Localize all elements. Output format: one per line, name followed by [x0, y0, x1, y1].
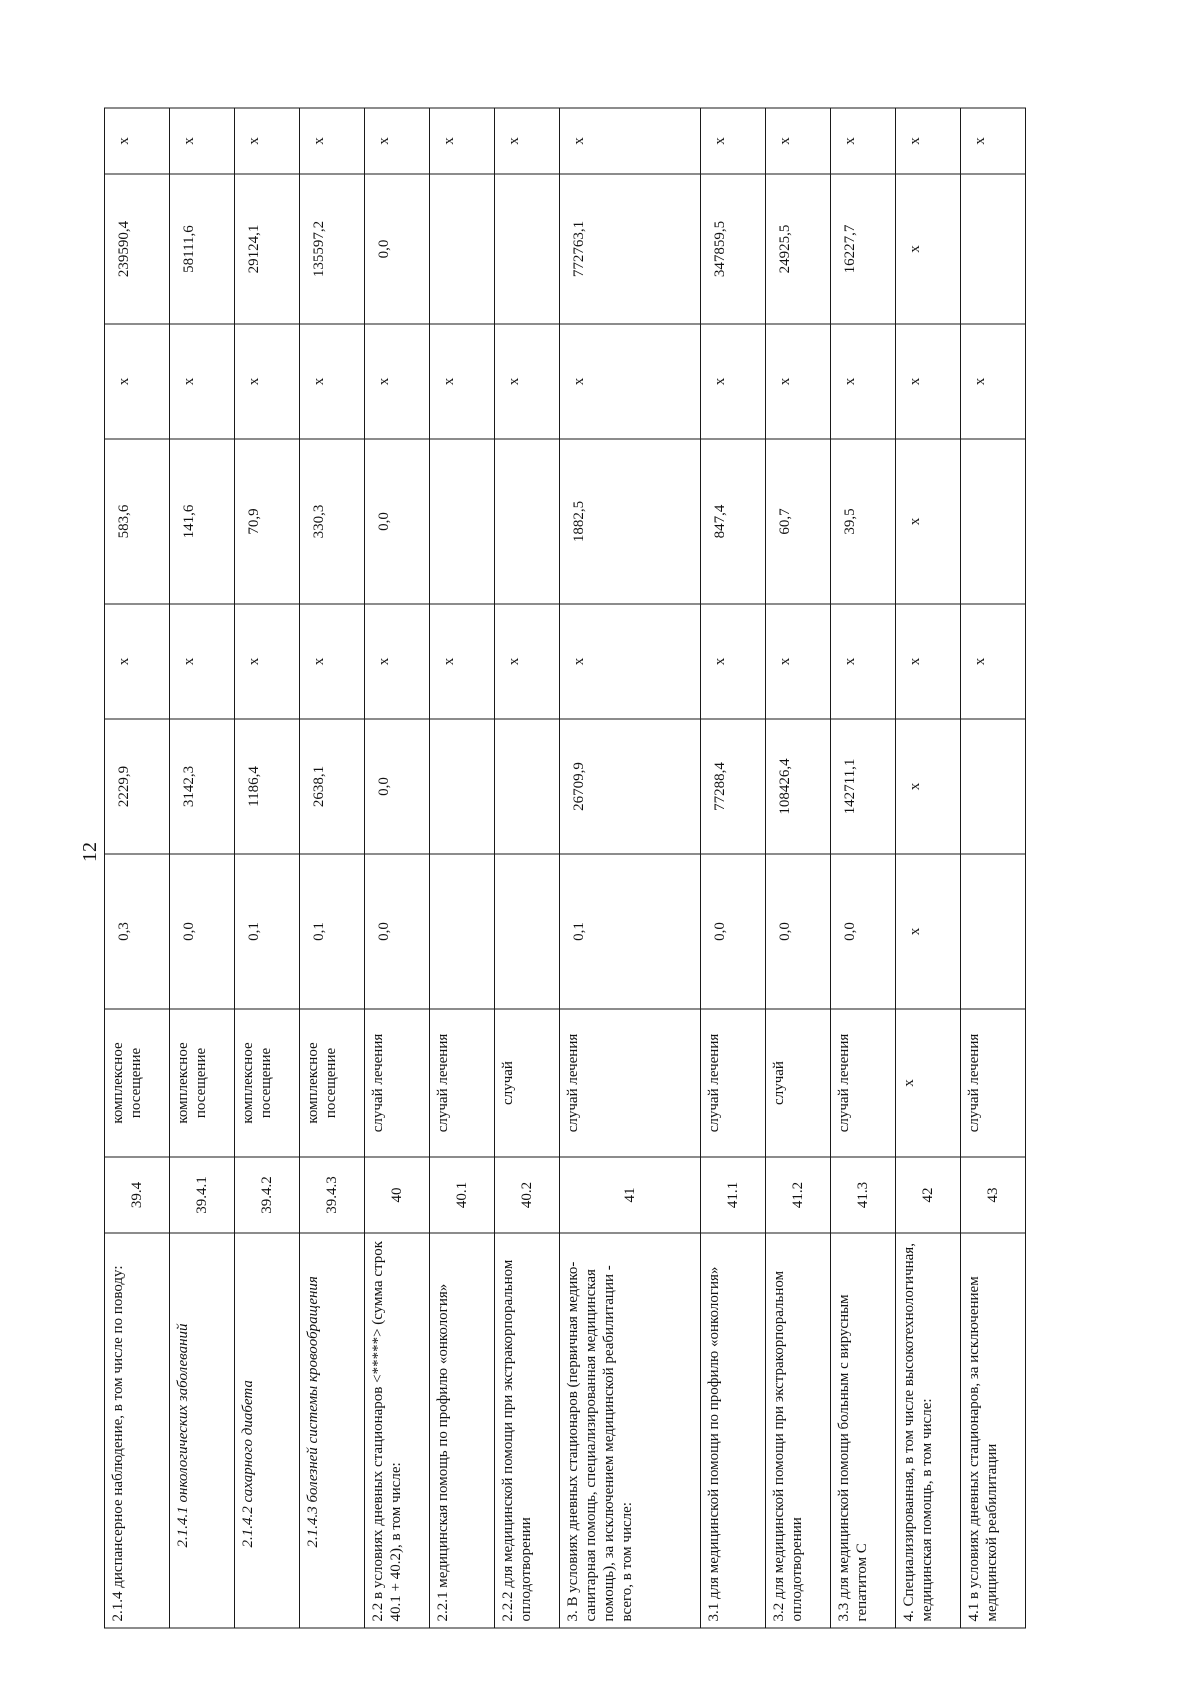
row-value: 772763,1	[559, 174, 700, 324]
row-value: х	[169, 604, 234, 719]
row-code: 40.1	[429, 1157, 494, 1233]
row-code: 41.3	[831, 1157, 896, 1233]
table-row	[559, 108, 700, 1628]
row-name: 3.3 для медицинской помощи больным с вирусным гепатитом С	[831, 1233, 896, 1628]
row-value: 583,6	[105, 439, 170, 604]
row-value: х	[105, 604, 170, 719]
row-unit: комплексное посещение	[169, 1009, 234, 1157]
row-unit: случай лечения	[701, 1009, 766, 1157]
row-value: х	[896, 604, 961, 719]
row-value: 0,0	[766, 854, 831, 1009]
row-value	[961, 719, 1026, 854]
row-code: 39.4.3	[299, 1157, 364, 1233]
row-value: х	[896, 439, 961, 604]
table-row	[364, 108, 429, 1628]
row-value: х	[701, 324, 766, 439]
row-name: 2.1.4.3 болезней системы кровообращения	[299, 1233, 364, 1628]
row-value: х	[961, 108, 1026, 174]
row-unit: случай	[766, 1009, 831, 1157]
row-unit: случай лечения	[559, 1009, 700, 1157]
row-value: 3142,3	[169, 719, 234, 854]
row-value: х	[364, 108, 429, 174]
row-name: 2.2.2 для медицинской помощи при экстракорпоральном оплодотворении	[494, 1233, 559, 1628]
table-row	[831, 108, 896, 1628]
row-value: 142711,1	[831, 719, 896, 854]
row-unit: комплексное посещение	[234, 1009, 299, 1157]
row-value: х	[299, 324, 364, 439]
row-value: х	[766, 604, 831, 719]
row-value: х	[896, 719, 961, 854]
row-value: х	[559, 324, 700, 439]
row-value: х	[559, 108, 700, 174]
row-value: х	[766, 324, 831, 439]
table-row	[896, 108, 961, 1628]
row-value: х	[896, 174, 961, 324]
data-table	[104, 108, 1026, 1629]
table-row	[429, 108, 494, 1628]
row-value: 0,1	[234, 854, 299, 1009]
row-value: х	[494, 108, 559, 174]
page-number: 12	[79, 842, 101, 862]
row-value: х	[364, 324, 429, 439]
table-row	[234, 108, 299, 1628]
row-value: 0,0	[364, 854, 429, 1009]
row-value: х	[234, 324, 299, 439]
row-name: 4. Специализированная, в том числе высокотехнологичная, медицинская помощь, в том числе:	[896, 1233, 961, 1628]
row-value: 0,0	[364, 439, 429, 604]
row-value: 135597,2	[299, 174, 364, 324]
row-value: х	[429, 324, 494, 439]
row-value: 58111,6	[169, 174, 234, 324]
row-name: 2.1.4.2 сахарного диабета	[234, 1233, 299, 1628]
table-row	[961, 108, 1026, 1628]
row-value: х	[299, 604, 364, 719]
row-value: 1882,5	[559, 439, 700, 604]
row-value	[429, 854, 494, 1009]
row-value	[429, 174, 494, 324]
row-value: х	[429, 604, 494, 719]
row-value	[961, 854, 1026, 1009]
row-value: 2638,1	[299, 719, 364, 854]
row-value: 26709,9	[559, 719, 700, 854]
row-value: 347859,5	[701, 174, 766, 324]
row-name: 2.1.4 диспансерное наблюдение, в том числе по поводу:	[105, 1233, 170, 1628]
row-value: 0,0	[364, 719, 429, 854]
row-name: 3.2 для медицинской помощи при экстракорпоральном оплодотворении	[766, 1233, 831, 1628]
row-code: 39.4	[105, 1157, 170, 1233]
row-name: 2.1.4.1 онкологических заболеваний	[169, 1233, 234, 1628]
row-value: х	[234, 108, 299, 174]
row-value	[429, 439, 494, 604]
row-value: х	[299, 108, 364, 174]
row-value: 0,3	[105, 854, 170, 1009]
row-value: 60,7	[766, 439, 831, 604]
row-value: 141,6	[169, 439, 234, 604]
row-unit: х	[896, 1009, 961, 1157]
row-value: х	[105, 108, 170, 174]
row-unit: комплексное посещение	[105, 1009, 170, 1157]
row-value: 239590,4	[105, 174, 170, 324]
row-code: 39.4.1	[169, 1157, 234, 1233]
row-value: х	[766, 108, 831, 174]
row-value: 24925,5	[766, 174, 831, 324]
row-unit: случай лечения	[961, 1009, 1026, 1157]
row-value: х	[494, 604, 559, 719]
row-unit: случай лечения	[429, 1009, 494, 1157]
row-value	[494, 174, 559, 324]
row-value: х	[559, 604, 700, 719]
row-value: 330,3	[299, 439, 364, 604]
row-value	[961, 439, 1026, 604]
row-unit: комплексное посещение	[299, 1009, 364, 1157]
row-value: х	[896, 324, 961, 439]
row-value: х	[831, 324, 896, 439]
row-code: 40	[364, 1157, 429, 1233]
table-row	[105, 108, 170, 1628]
row-value: х	[234, 604, 299, 719]
table-row	[494, 108, 559, 1628]
row-value: 29124,1	[234, 174, 299, 324]
row-value: 70,9	[234, 439, 299, 604]
row-value: х	[961, 604, 1026, 719]
row-name: 3.1 для медицинской помощи по профилю «онкология»	[701, 1233, 766, 1628]
row-code: 42	[896, 1157, 961, 1233]
row-value: х	[896, 108, 961, 174]
row-code: 43	[961, 1157, 1026, 1233]
row-code: 41	[559, 1157, 700, 1233]
row-unit: случай лечения	[831, 1009, 896, 1157]
table-row	[299, 108, 364, 1628]
row-value	[961, 174, 1026, 324]
row-value: х	[364, 604, 429, 719]
row-name: 4.1 в условиях дневных стационаров, за исключением медицинской реабилитации	[961, 1233, 1026, 1628]
row-value: х	[961, 324, 1026, 439]
row-value	[429, 719, 494, 854]
row-value: 0,0	[831, 854, 896, 1009]
table-row	[169, 108, 234, 1628]
row-value: 16227,7	[831, 174, 896, 324]
row-value	[494, 719, 559, 854]
row-unit: случай лечения	[364, 1009, 429, 1157]
row-name: 2.2 в условиях дневных стационаров <*****> (сумма строк 40.1 + 40.2), в том числе:	[364, 1233, 429, 1628]
row-value: 847,4	[701, 439, 766, 604]
row-code: 41.2	[766, 1157, 831, 1233]
row-value: 0,0	[701, 854, 766, 1009]
row-name: 3. В условиях дневных стационаров (первичная медико-санитарная помощь, специализированная медицинская помощь), за исключением медицинской реабилитации - всего, в том числе:	[559, 1233, 700, 1628]
row-code: 41.1	[701, 1157, 766, 1233]
row-value: х	[831, 108, 896, 174]
row-value: 0,1	[299, 854, 364, 1009]
row-value: х	[896, 854, 961, 1009]
row-unit: случай	[494, 1009, 559, 1157]
row-value: 108426,4	[766, 719, 831, 854]
row-code: 40.2	[494, 1157, 559, 1233]
table-row	[701, 108, 766, 1628]
row-value: х	[494, 324, 559, 439]
row-value: х	[831, 604, 896, 719]
row-value: х	[701, 604, 766, 719]
row-value	[494, 854, 559, 1009]
row-value: х	[169, 108, 234, 174]
row-value: х	[429, 108, 494, 174]
row-value: х	[169, 324, 234, 439]
row-value: 0,0	[169, 854, 234, 1009]
row-value: х	[105, 324, 170, 439]
row-value: 0,1	[559, 854, 700, 1009]
row-name: 2.2.1 медицинская помощь по профилю «онкология»	[429, 1233, 494, 1628]
row-value	[494, 439, 559, 604]
row-value: 0,0	[364, 174, 429, 324]
row-value: 1186,4	[234, 719, 299, 854]
table-body	[105, 108, 1026, 1628]
row-code: 39.4.2	[234, 1157, 299, 1233]
row-value: 39,5	[831, 439, 896, 604]
row-value: 77288,4	[701, 719, 766, 854]
table-row	[766, 108, 831, 1628]
row-value: 2229,9	[105, 719, 170, 854]
row-value: х	[701, 108, 766, 174]
